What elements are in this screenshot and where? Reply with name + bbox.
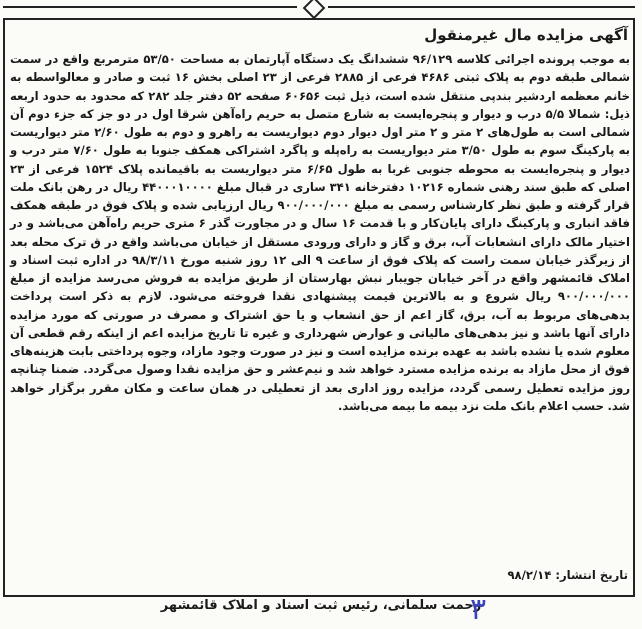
notice-title: آگهی مزایده مال غیرمنقول	[424, 26, 628, 44]
publication-date-line	[507, 568, 628, 582]
top-rule-left	[3, 6, 297, 8]
handwritten-page-number: ۳	[470, 592, 487, 627]
notice-body: به موجب پرونده اجرائی کلاسه ۹۶/۱۲۹ ششدانگ یک دستگاه آپارتمان به مساحت ۵۳/۵۰ مترمربع واقع در سمت شمالی طبقه دوم به پلاک ثبتی ۴۶۸۶ فرعی از ۲۸۸۵ فرعی از ۲۳ اصلی بخش ۱۶ ثبت و صادر و معالواسطه به خانم معظمه اردشیر بندپی منتقل شده است، ذیل ثبت ۶۰۶۵۶ صفحه ۵۲ دفتر جلد ۲۸۲ که محدود به حدود اربعه ذیل: شمالا ۵/۵ درب و دیوار و پنجره‌ایست به شارع متصل به حریم راه‌آهن شرقا اول در دو جز که جزء دوم آن شمالی است به طول‌های ۲ متر و ۲ متر اول دیوار دوم دیواریست به راهرو و دوم به طول ۲/۶۰ متر دیواریست به پارکینگ سوم به طول ۳/۵۰ متر دیواریست به راه‌پله و پاگرد اشتراکی همکف جنوبا به طول ۷/۶۰ متر درب و دیوار و پنجره‌ایست به محوطه جنوبی غربا به طول ۶/۶۵ متر دیواریست به باقیمانده پلاک ۱۵۲۴ فرعی از ۲۳ اصلی که طبق سند رهنی شماره ۱۰۲۱۶ دفترخانه ۳۴۱ ساری در قبال مبلغ ۴۴۰۰۰۱۰۰۰۰ ریال در رهن بانک ملت قرار گرفته و طبق نظر کارشناس رسمی به مبلغ ۹۰۰/۰۰۰/۰۰۰ ریال ارزیابی شده و پلاک فوق در طبقه همکف فاقد انباری و پارکینگ دارای پایان‌کار و با قدمت ۱۶ سال و در مجاورت گذر ۶ متری حریم راه‌آهن می‌باشد و در اختیار مالک دارای انشعابات آب، برق و گاز و دارای ورودی مستقل از خیابان می‌باشد واقع در ق ترک محله بعد از زیرگذر خیابان سمت راست که پلاک فوق از ساعت ۹ الی ۱۲ روز شنبه مورخ ۹۸/۳/۱۱ در اداره ثبت اسناد و املاک قائمشهر واقع در آخر خیابان جویبار نبش بهارستان از طریق مزایده به فروش می‌رسد مزایده از مبلغ ۹۰۰/۰۰۰/۰۰۰ ریال شروع و به بالاترین قیمت پیشنهادی نقدا فروخته می‌شود. لازم به ذکر است پرداخت بدهی‌های مربوط به آب، برق، گاز اعم از حق انشعاب و یا حق اشتراک و مصرف در صورتی که مورد مزایده دارای آنها باشد و نیز بدهی‌های مالیاتی و عوارض شهرداری و غیره تا تاریخ مزایده اعم از اینکه رقم قطعی آن معلوم شده یا نشده باشد به عهده برنده مزایده است و نیز در صورت وجود مازاد، وجوه پرداختی بابت هزینه‌های فوق از محل مازاد به برنده مزایده مسترد خواهد شد و نیم‌عشر و حق مزایده نقدا وصول می‌گردد. ضمنا چنانچه روز مزایده تعطیل رسمی گردد، مزایده روز اداری بعد از تعطیلی در همان ساعت و مکان مقرر برگزار خواهد شد. حسب اعلام بانک ملت نزد بیمه ما بیمه می‌باشد.	[10, 52, 631, 413]
top-rule-right	[328, 6, 635, 8]
publication-date-value: ۹۸/۲/۱۴	[507, 568, 552, 582]
signature-line: رحمت سلمانی، رئیس ثبت اسناد و املاک قائمشهر	[160, 598, 482, 613]
publication-date-label: تاریخ انتشار:	[555, 568, 628, 582]
diamond-ornament-icon	[303, 0, 326, 19]
